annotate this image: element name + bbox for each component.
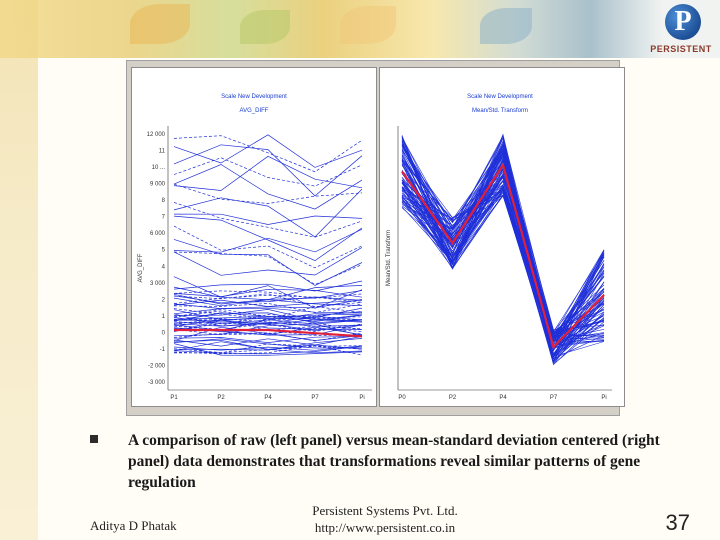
decor-leaf: [130, 4, 190, 44]
right-chart-svg: [380, 68, 616, 406]
slide-caption: A comparison of raw (left panel) versus mean-standard deviation centered (right panel) data demonstrates that transformations reveal similar patterns of gene regulation: [128, 432, 660, 491]
right-x-tick-label: P2: [448, 395, 457, 401]
right-chart-panel: [379, 67, 625, 407]
chart-figure: [126, 60, 620, 416]
footer-company: Persistent Systems Pvt. Ltd.: [312, 503, 458, 518]
left-series-line: [174, 252, 362, 285]
left-y-tick-label: 3 000: [149, 280, 165, 287]
left-y-tick-label: 10 ...: [151, 165, 165, 172]
right-x-tick-label: P4: [499, 395, 507, 401]
right-x-tick-label: Pi: [601, 395, 607, 401]
footer-author: Aditya D Phatak: [90, 518, 177, 533]
left-y-tick-label: 5: [161, 247, 165, 254]
left-series-line: [174, 136, 362, 172]
left-y-tick-label: 4: [161, 264, 165, 271]
left-x-tick-label: Pi: [359, 395, 365, 401]
decor-leaf: [240, 10, 290, 44]
left-series-line: [174, 189, 362, 237]
left-y-tick-label: 0: [161, 330, 165, 337]
left-y-tick-label: 9 000: [149, 181, 165, 188]
left-chart-svg: [132, 68, 376, 406]
left-series-line: [174, 158, 362, 186]
left-series-line: [174, 156, 362, 190]
page-number: 37: [665, 510, 690, 535]
left-y-tick-label: -1: [159, 346, 165, 353]
left-chart-panel: [131, 67, 377, 407]
left-series-line: [174, 285, 362, 299]
bullet-marker: [90, 435, 98, 443]
right-series-line: [402, 150, 604, 347]
left-series-line: [174, 135, 362, 168]
left-y-tick-label: 2: [161, 297, 165, 304]
left-series-line: [174, 226, 362, 268]
left-x-tick-label: P1: [170, 395, 178, 401]
logo-text: PERSISTENT: [650, 44, 712, 54]
left-y-tick-label: -3 000: [147, 380, 165, 386]
company-logo: [648, 4, 714, 64]
right-chart-ylabel: Mean/Std. Transform: [386, 229, 392, 287]
left-decor-band: [0, 0, 38, 540]
left-series-line: [174, 277, 362, 309]
left-y-tick-label: 1: [161, 313, 165, 320]
logo-mark: P: [665, 4, 701, 40]
left-chart-ylabel: AVG_DIFF: [138, 253, 144, 283]
left-chart-subtitle: AVG_DIFF: [239, 108, 269, 114]
left-x-tick-label: P4: [264, 395, 272, 401]
left-x-tick-label: P7: [311, 395, 319, 401]
footer-url: http://www.persistent.co.in: [314, 520, 456, 535]
left-chart-title: Scale New Development: [221, 94, 287, 100]
left-y-tick-label: 6 000: [149, 231, 165, 238]
left-series-line: [174, 202, 362, 237]
right-chart-subtitle: Mean/Std. Transform: [471, 108, 529, 114]
left-series-line: [174, 291, 362, 298]
right-series-line: [402, 155, 604, 346]
right-x-tick-label: P7: [549, 395, 558, 401]
right-chart-title: Scale New Development: [467, 94, 533, 100]
decor-leaf: [480, 8, 532, 44]
footer-company-block: [290, 502, 480, 536]
left-y-tick-label: 8: [161, 198, 165, 205]
right-x-tick-label: P0: [398, 395, 406, 401]
left-y-tick-label: 7: [161, 214, 165, 221]
left-y-tick-label: 12 000: [146, 132, 165, 138]
left-series-line: [174, 214, 362, 224]
decor-leaf: [340, 6, 396, 44]
left-x-tick-label: P2: [217, 395, 225, 401]
left-y-tick-label: 11: [158, 148, 165, 155]
left-y-tick-label: -2 000: [147, 363, 165, 370]
